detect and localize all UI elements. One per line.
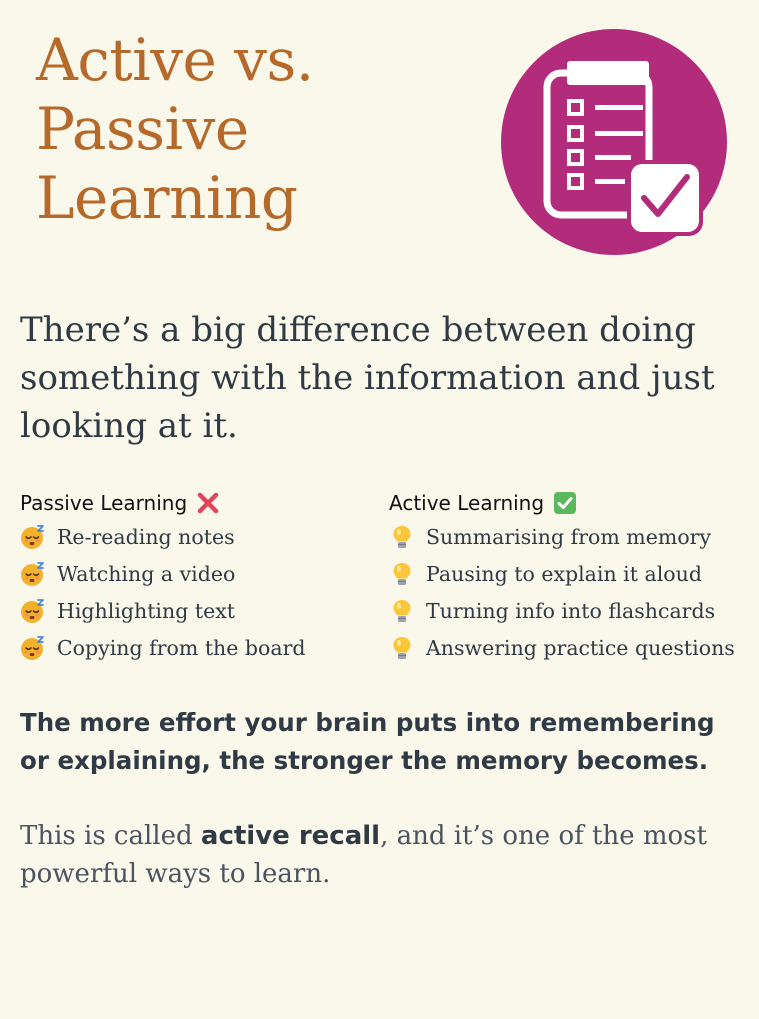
list-item <box>20 555 370 592</box>
passive-learning-column <box>20 487 370 666</box>
list-item-label: Answering practice questions <box>426 635 735 660</box>
title-line-2: Passive <box>36 95 249 163</box>
list-item-label: Watching a video <box>57 561 236 586</box>
list-item <box>389 629 749 666</box>
list-item <box>389 518 749 555</box>
clipboard-checklist-icon <box>501 29 727 255</box>
sleeping-face-icon <box>20 635 46 661</box>
list-item-label: Re-reading notes <box>57 524 235 549</box>
list-item <box>20 629 370 666</box>
light-bulb-icon <box>389 635 415 661</box>
sleeping-face-icon <box>20 598 46 624</box>
closing-after: , and it’s one of the most powerful ways to learn. <box>20 821 707 889</box>
sleeping-face-icon <box>20 524 46 550</box>
key-takeaway: The more effort your brain puts into remembering or explaining, the stronger the memory becomes. <box>20 708 715 775</box>
title-line-1: Active vs. <box>36 26 314 94</box>
title-line-3: Learning <box>36 164 298 232</box>
list-item <box>20 592 370 629</box>
check-mark-box-icon <box>554 492 576 514</box>
closing-text <box>20 817 740 893</box>
list-item-label: Highlighting text <box>57 598 236 623</box>
page-title <box>36 26 476 233</box>
cross-mark-icon <box>197 492 219 514</box>
sleeping-face-icon <box>20 561 46 587</box>
intro-text: There’s a big difference between doing something with the information and just looking at it. <box>20 310 715 446</box>
passive-heading-label: Passive Learning <box>20 490 188 515</box>
light-bulb-icon <box>389 598 415 624</box>
list-item-label: Summarising from memory <box>426 524 712 549</box>
active-learning-heading <box>389 487 749 518</box>
passive-learning-heading <box>20 487 370 518</box>
list-item-label: Copying from the board <box>57 635 306 660</box>
active-learning-column <box>389 487 749 666</box>
closing-emphasis: active recall <box>200 821 381 851</box>
list-item <box>389 555 749 592</box>
list-item <box>389 592 749 629</box>
light-bulb-icon <box>389 524 415 550</box>
light-bulb-icon <box>389 561 415 587</box>
passive-list <box>20 518 370 666</box>
list-item <box>20 518 370 555</box>
list-item-label: Turning info into flashcards <box>426 598 716 623</box>
list-item-label: Pausing to explain it aloud <box>426 561 702 586</box>
closing-before: This is called <box>20 821 201 851</box>
active-list <box>389 518 749 666</box>
active-heading-label: Active Learning <box>389 490 545 515</box>
